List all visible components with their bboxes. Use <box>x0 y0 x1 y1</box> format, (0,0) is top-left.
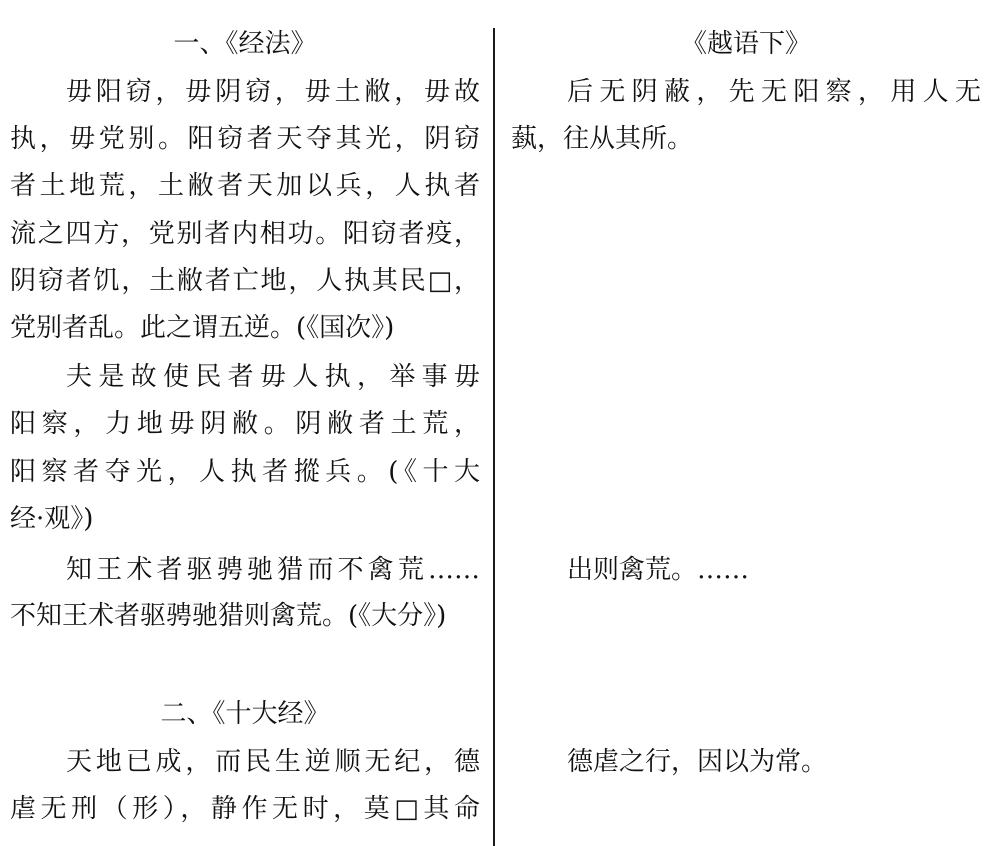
text-line: 出则禽荒。…… <box>567 555 750 585</box>
text-line: 蓺，往从其所。 <box>511 124 694 154</box>
text-line: 阴窃者饥，土敝者亡地，人执其民□， <box>10 266 480 296</box>
column-divider <box>493 28 495 846</box>
text-line: 不知王术者驱骋驰猎则禽荒。(《大分》) <box>10 601 447 631</box>
text-line: 阳察者夺光，人执者摐兵。(《十大 <box>10 457 480 487</box>
section-heading-jingfa: 一、《经法》 <box>173 29 317 59</box>
text-line: 德虐之行，因以为常。 <box>567 747 828 777</box>
section-heading-shidajing: 二、《十大经》 <box>160 699 330 729</box>
text-line: 执，毋党别。阳窃者天夺其光，阴窃 <box>10 124 480 154</box>
text-line: 阳察，力地毋阴敝。阴敝者土荒， <box>10 409 480 439</box>
text-line: 党别者乱。此之谓五逆。(《国次》) <box>10 313 395 343</box>
text-line: 夫是故使民者毋人执，举事毋 <box>66 362 480 392</box>
text-line: 流之四方，党别者内相功。阳窃者疫， <box>10 219 480 249</box>
section-heading-yueyuxia: 《越语下》 <box>680 29 811 59</box>
text-line: 天地已成，而民生逆顺无纪，德 <box>66 747 480 777</box>
text-line: 虐无刑（形），静作无时，莫□其命 <box>10 794 480 824</box>
text-line: 者土地荒，土敝者天加以兵，人执者 <box>10 171 480 201</box>
text-line: 经·观》) <box>10 504 94 534</box>
text-line: 后无阴蔽，先无阳察，用人无 <box>567 77 981 107</box>
text-line: 知王术者驱骋驰猎而不禽荒…… <box>66 555 480 585</box>
text-line: 毋阳窃，毋阴窃，毋土敝，毋故 <box>66 77 480 107</box>
